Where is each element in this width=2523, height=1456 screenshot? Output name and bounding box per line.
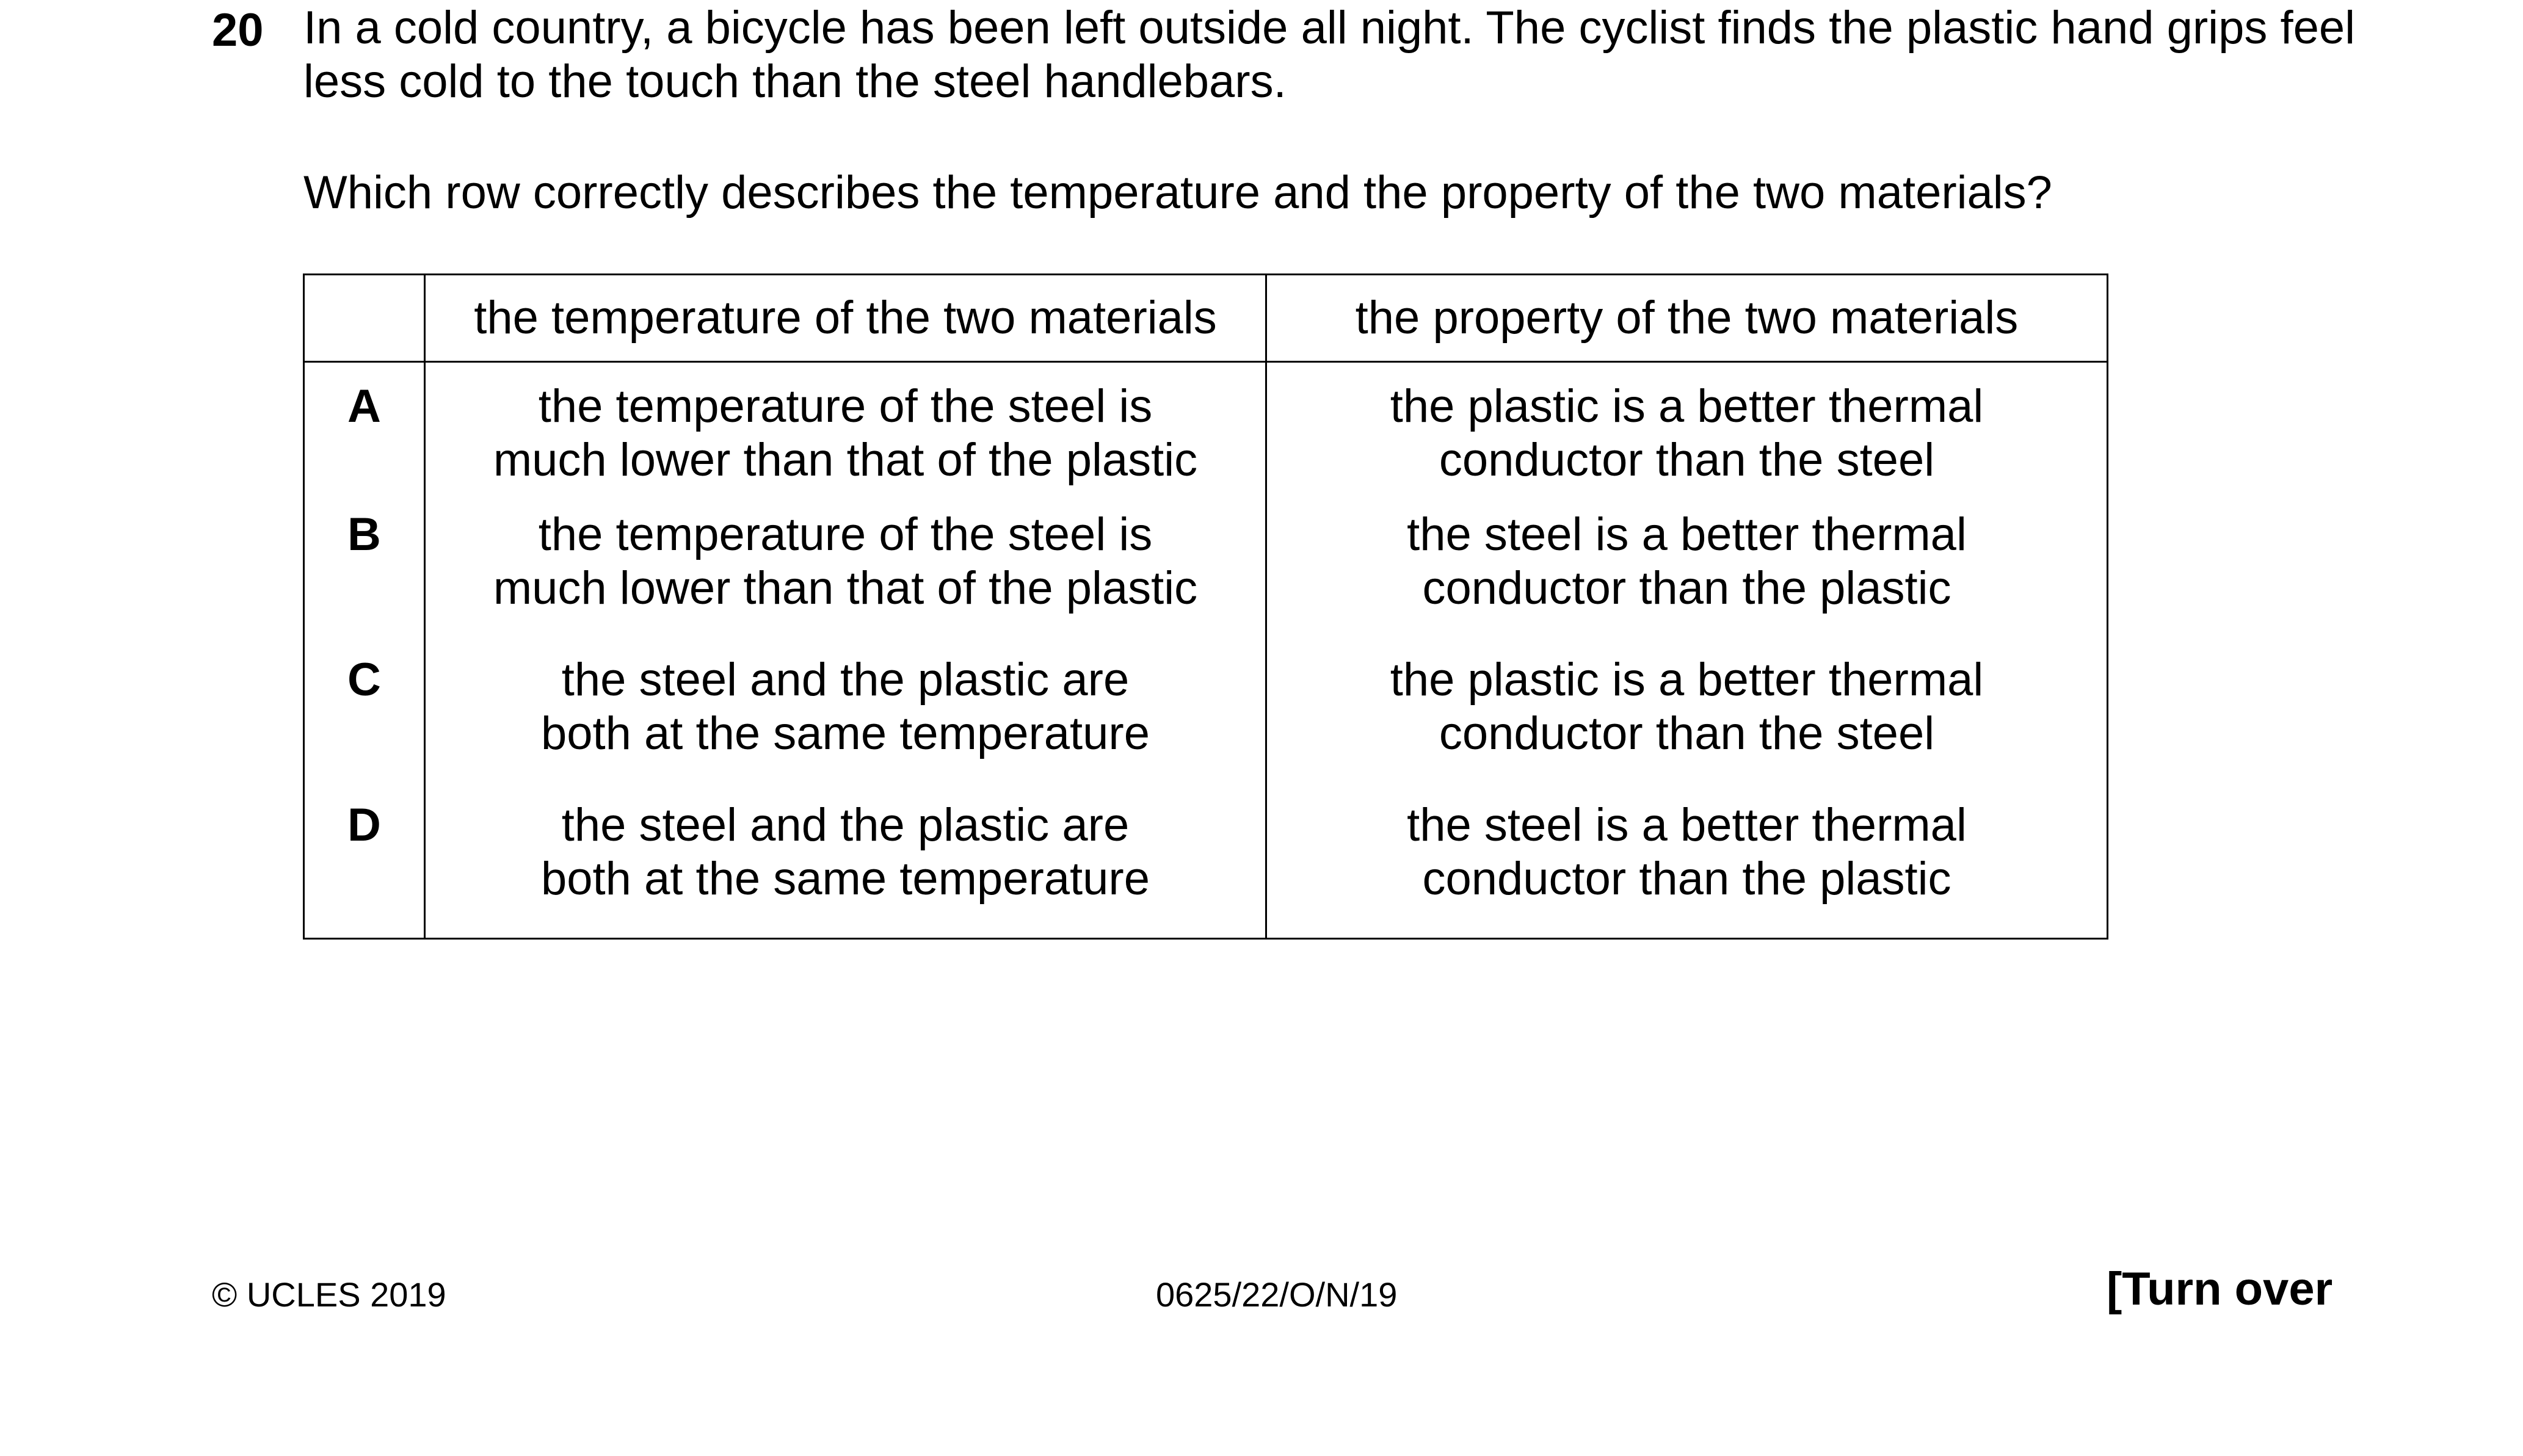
cell-line: much lower than that of the plastic [493, 434, 1198, 486]
cell-line: conductor than the plastic [1422, 562, 1951, 614]
copyright-notice: © UCLES 2019 [212, 1275, 446, 1314]
option-letter: C [304, 653, 425, 799]
option-temperature [425, 799, 1266, 939]
option-row-a [304, 362, 2108, 509]
option-property [1266, 799, 2108, 939]
cell-line: both at the same temperature [540, 708, 1150, 759]
option-temperature [425, 362, 1266, 509]
table-header-row [304, 275, 2108, 362]
option-property [1266, 362, 2108, 509]
option-property [1266, 508, 2108, 653]
cell-line: the temperature of the steel is [538, 509, 1153, 560]
option-row-c [304, 653, 2108, 799]
option-letter: B [304, 508, 425, 653]
paper-code: 0625/22/O/N/19 [1156, 1275, 1398, 1314]
option-letter: A [304, 362, 425, 509]
cell-line: the steel and the plastic are [561, 799, 1130, 851]
cell-line: the steel is a better thermal [1407, 799, 1967, 851]
cell-line: both at the same temperature [540, 853, 1150, 905]
option-property [1266, 653, 2108, 799]
header-letter [304, 275, 425, 362]
question-number: 20 [212, 4, 264, 56]
cell-line: much lower than that of the plastic [493, 562, 1198, 614]
question-prompt: Which row correctly describes the temperature and the property of the two materials? [303, 167, 2052, 219]
cell-line: conductor than the steel [1439, 708, 1935, 759]
turn-over-note: [Turn over [2107, 1263, 2333, 1315]
cell-line: conductor than the steel [1439, 434, 1935, 486]
cell-line: the temperature of the steel is [538, 380, 1153, 432]
option-temperature [425, 653, 1266, 799]
question-stem: In a cold country, a bicycle has been left outside all night. The cyclist finds the plastic hand grips feel less cold to the touch than the steel handlebars. [303, 2, 2355, 107]
option-temperature [425, 508, 1266, 653]
cell-line: the steel is a better thermal [1407, 509, 1967, 560]
options-table [303, 273, 2108, 940]
header-property: the property of the two materials [1266, 275, 2108, 362]
cell-line: the plastic is a better thermal [1390, 654, 1984, 706]
cell-line: conductor than the plastic [1422, 853, 1951, 905]
option-letter: D [304, 799, 425, 939]
header-temperature: the temperature of the two materials [425, 275, 1266, 362]
option-row-b [304, 508, 2108, 653]
cell-line: the steel and the plastic are [561, 654, 1130, 706]
option-row-d [304, 799, 2108, 939]
cell-line: the plastic is a better thermal [1390, 380, 1984, 432]
